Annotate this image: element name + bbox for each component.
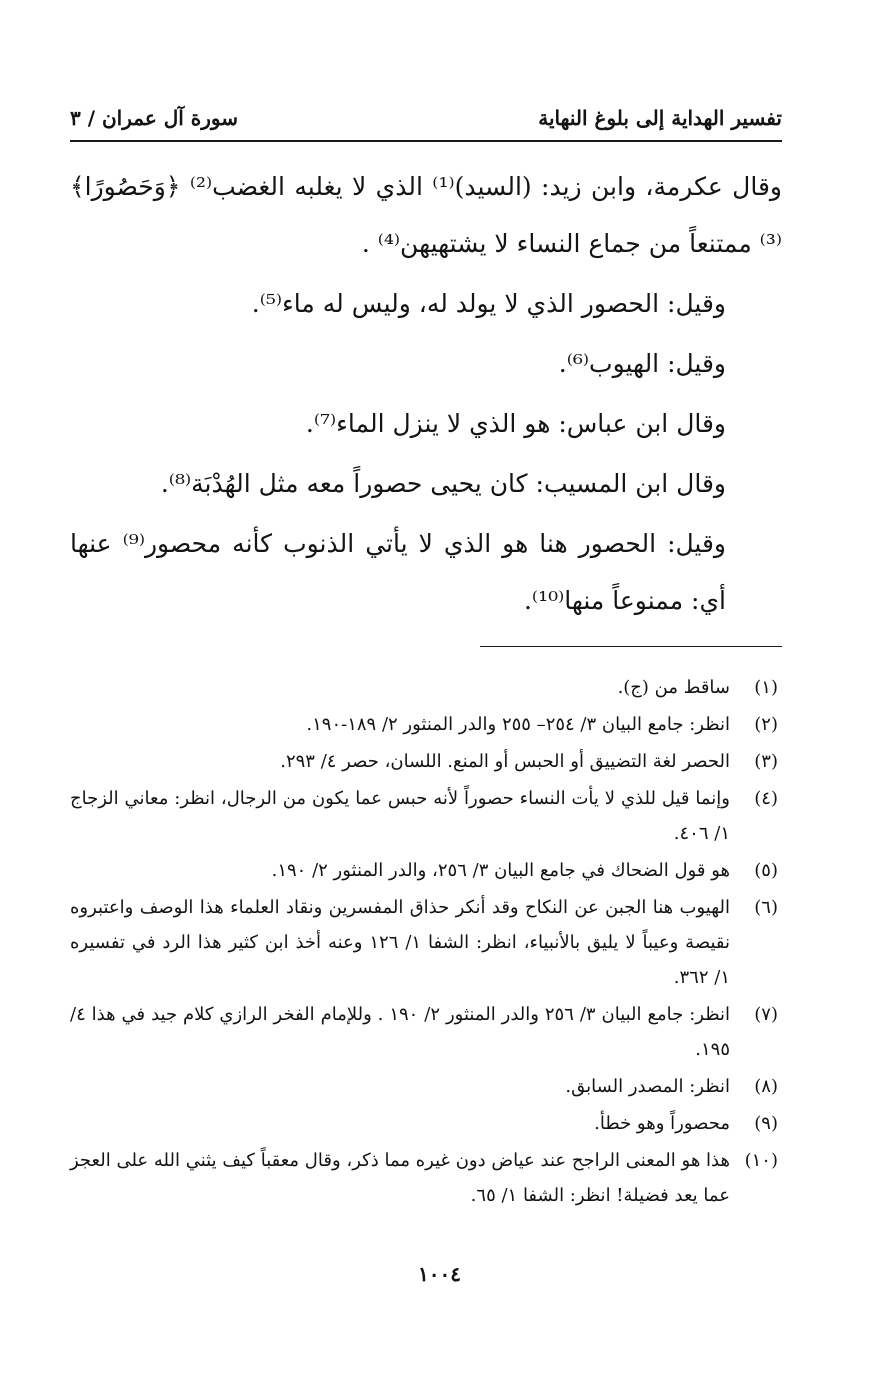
footnote-text: انظر: جامع البيان ٣/ ٢٥٤– ٢٥٥ والدر المنثور ٢/ ١٨٩-١٩٠. xyxy=(306,714,730,735)
footnote-number: (٧) xyxy=(754,1004,778,1025)
footnote xyxy=(70,781,782,851)
footnotes xyxy=(70,670,782,1215)
footnote xyxy=(70,1069,782,1104)
footnote-text: الهيوب هنا الجبن عن النكاح وقد أنكر حذاق المفسرين ونقاد العلماء هذا الوصف واعتبروه نقيصة وعيباً لا يليق بالأنبياء، انظر: الشفا ١/ ١٢٦ وعنه أخذ ابن كثير هذا الرد في تفسيره ١/ ٣٦٢. xyxy=(70,897,730,988)
header-divider xyxy=(70,140,782,142)
footnote-number: (١٠) xyxy=(744,1150,778,1171)
footnote-number: (٦) xyxy=(754,897,778,918)
running-header xyxy=(70,98,782,130)
footnote-number: (١) xyxy=(754,677,778,698)
main-text xyxy=(70,158,782,632)
footnote-text: انظر: المصدر السابق. xyxy=(565,1076,730,1097)
footnote-number: (٣) xyxy=(754,751,778,772)
paragraph: وقيل: الهيوب⁽⁶⁾. xyxy=(558,349,726,378)
paragraph: وقيل: الحصور الذي لا يولد له، وليس له ماء⁽⁵⁾. xyxy=(251,289,726,318)
footnote xyxy=(70,707,782,742)
footnote-text: محصوراً وهو خطأ. xyxy=(594,1113,730,1134)
footnote-number: (٤) xyxy=(754,788,778,809)
footnote xyxy=(70,997,782,1067)
footnote-text: هذا هو المعنى الراجح عند عياض دون غيره مما ذكر، وقال معقباً كيف يثني الله على العجز عما يعد فضيلة! انظر: الشفا ١/ ٦٥. xyxy=(70,1150,730,1206)
surah-reference: سورة آل عمران / ٣ xyxy=(70,106,238,130)
footnote-text: هو قول الضحاك في جامع البيان ٣/ ٢٥٦، والدر المنثور ٢/ ١٩٠. xyxy=(271,860,730,881)
footnote xyxy=(70,1106,782,1141)
book-title: تفسير الهداية إلى بلوغ النهاية xyxy=(538,106,782,130)
footnote-text: انظر: جامع البيان ٣/ ٢٥٦ والدر المنثور ٢/ ١٩٠ . وللإمام الفخر الرازي كلام جيد في هذا ٤/ ١٩٥. xyxy=(70,1004,730,1060)
footnote-text: وإنما قيل للذي لا يأت النساء حصوراً لأنه حبس عما يكون من الرجال، انظر: معاني الزجاج ١/ ٤٠٦. xyxy=(70,788,730,844)
footnote-text: ساقط من (ج). xyxy=(617,677,730,698)
footnote-number: (٩) xyxy=(754,1113,778,1134)
paragraph: وقال عكرمة، وابن زيد: (السيد)⁽¹⁾ الذي لا يغلبه الغضب⁽²⁾ ﴿وَحَصُورًا﴾⁽³⁾ ممتنعاً من جماع النساء لا يشتهيهن⁽⁴⁾ . xyxy=(70,172,782,258)
footnote xyxy=(70,744,782,779)
paragraph: وقال ابن عباس: هو الذي لا ينزل الماء⁽⁷⁾. xyxy=(305,409,726,438)
page-number: ١٠٠٤ xyxy=(418,1262,461,1286)
paragraph: وقيل: الحصور هنا هو الذي لا يأتي الذنوب كأنه محصور⁽⁹⁾ عنها أي: ممنوعاً منها⁽¹⁰⁾. xyxy=(70,529,726,615)
footnote-number: (٥) xyxy=(754,860,778,881)
footnote-divider xyxy=(480,646,782,647)
footnote xyxy=(70,670,782,705)
footnote-text: الحصر لغة التضييق أو الحبس أو المنع. اللسان، حصر ٤/ ٢٩٣. xyxy=(280,751,730,772)
footnote xyxy=(70,890,782,995)
footnote-number: (٨) xyxy=(754,1076,778,1097)
footnote xyxy=(70,853,782,888)
footnote xyxy=(70,1143,782,1213)
paragraph: وقال ابن المسيب: كان يحيى حصوراً معه مثل الهُدْبَة⁽⁸⁾. xyxy=(160,469,726,498)
footnote-number: (٢) xyxy=(754,714,778,735)
